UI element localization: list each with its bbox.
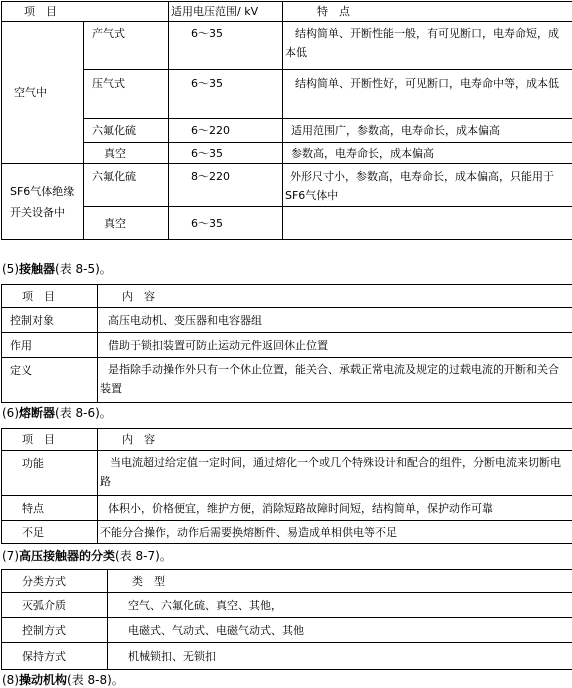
section5-caption: (5)接触器(表 8-5)。 xyxy=(2,262,112,276)
switch-type-table xyxy=(1,1,572,240)
voltage-cell: 6～35 xyxy=(169,143,283,164)
type-cell: 六氟化硫 xyxy=(84,119,169,143)
item-cell: 灭弧介质 xyxy=(2,593,108,618)
type-cell: 真空 xyxy=(84,143,169,164)
item-cell: 特点 xyxy=(2,496,98,521)
content-cell: 高压电动机、变压器和电容器组 xyxy=(98,308,572,333)
voltage-cell: 6～35 xyxy=(169,22,283,70)
feature-cell: 结构简单、开断性能一般，有可见断口，电寿命短，成本低 xyxy=(283,22,572,70)
feature-cell: 外形尺寸小，参数高，电寿命长，成本偏高，只能用于SF6气体中 xyxy=(283,164,572,207)
header-item: 项 目 xyxy=(2,285,98,308)
feature-cell: 参数高，电寿命长，成本偏高 xyxy=(283,143,572,164)
group-sf6 xyxy=(2,164,84,240)
feature-cell: 适用范围广，参数高，电寿命长，成本偏高 xyxy=(283,119,572,143)
type-cell: 压气式 xyxy=(84,70,169,119)
feature-cell xyxy=(283,207,572,240)
item-cell: 作用 xyxy=(2,333,98,358)
content-cell: 体积小，价格便宜，维护方便，消除短路故障时间短，结构简单，保护动作可靠 xyxy=(98,496,572,521)
voltage-cell: 6～35 xyxy=(169,70,283,119)
content-cell: 电磁式、气动式、电磁气动式、其他 xyxy=(108,618,572,643)
content-cell: 当电流超过给定值一定时间，通过熔化一个或几个特殊设计和配合的组件，分断电流来切断电路 xyxy=(98,451,572,496)
content-cell: 是指除手动操作外只有一个休止位置，能关合、承载正常电流及规定的过载电流的开断和关合装置 xyxy=(98,358,572,403)
contactor-classification-table xyxy=(1,569,572,670)
voltage-cell: 8～220 xyxy=(169,164,283,207)
item-cell: 定义 xyxy=(2,358,98,403)
header-item: 分类方式 xyxy=(2,570,108,593)
item-cell: 保持方式 xyxy=(2,643,108,670)
header-content: 内 容 xyxy=(98,285,572,308)
content-cell: 不能分合操作，动作后需要换熔断件、易造成单相供电等不足 xyxy=(98,521,572,544)
header-item: 项 目 xyxy=(2,2,169,22)
content-cell: 空气、六氟化硫、真空、其他， xyxy=(108,593,572,618)
fuse-table xyxy=(1,428,572,544)
contactor-table xyxy=(1,284,572,403)
content-cell: 机械锁扣、无锁扣 xyxy=(108,643,572,670)
group-air: 空气中 xyxy=(2,22,84,164)
header-voltage: 适用电压范围/ kV xyxy=(169,2,283,22)
item-cell: 功能 xyxy=(2,451,98,496)
content-cell: 借助于锁扣装置可防止运动元件返回休止位置 xyxy=(98,333,572,358)
voltage-cell: 6～220 xyxy=(169,119,283,143)
header-content: 内 容 xyxy=(98,429,572,451)
item-cell: 控制对象 xyxy=(2,308,98,333)
section8-caption: (8)操动机构(表 8-8)。 xyxy=(2,673,124,687)
section7-caption: (7)高压接触器的分类(表 8-7)。 xyxy=(2,549,172,563)
voltage-cell: 6～35 xyxy=(169,207,283,240)
type-cell: 六氟化硫 xyxy=(84,164,169,207)
feature-cell: 结构简单、开断性好，可见断口，电寿命中等，成本低 xyxy=(283,70,572,119)
type-cell: 产气式 xyxy=(84,22,169,70)
group-sf6-label: SF6气体绝缘开关设备中 xyxy=(10,184,75,219)
section6-caption: (6)熔断器(表 8-6)。 xyxy=(2,406,112,420)
item-cell: 控制方式 xyxy=(2,618,108,643)
header-item: 项 目 xyxy=(2,429,98,451)
type-cell: 真空 xyxy=(84,207,169,240)
header-feature: 特 点 xyxy=(283,2,572,22)
header-content: 类 型 xyxy=(108,570,572,593)
item-cell: 不足 xyxy=(2,521,98,544)
